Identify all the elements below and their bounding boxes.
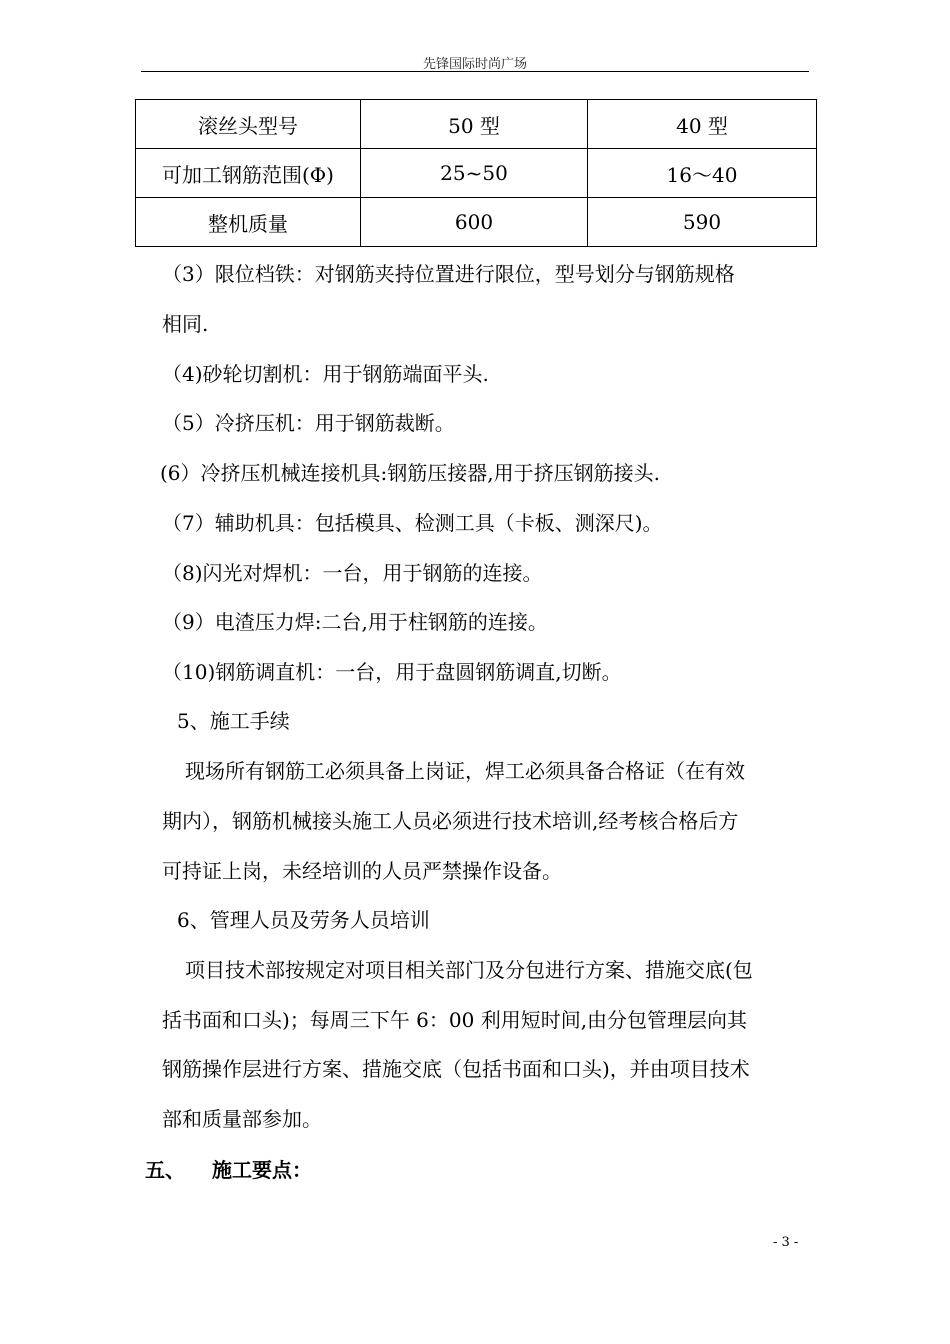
body-line: 期内），钢筋机械接头施工人员必须进行技术培训,经考核合格后方 [162, 809, 739, 833]
section-number: 五、 [145, 1158, 185, 1182]
table-cell: 25~50 [361, 149, 588, 198]
body-line: （10)钢筋调直机：一台，用于盘圆钢筋调直,切断。 [162, 660, 622, 684]
body-line: （5）冷挤压机：用于钢筋裁断。 [162, 411, 455, 435]
body-line: 项目技术部按规定对项目相关部门及分包进行方案、措施交底(包 [185, 958, 753, 982]
table-row [136, 149, 817, 198]
table-cell: 可加工钢筋范围(Φ) [136, 149, 361, 198]
table-row [136, 198, 817, 247]
body-line: （7）辅助机具：包括模具、检测工具（卡板、测深尺)。 [162, 511, 663, 535]
table-cell: 整机质量 [136, 198, 361, 247]
table-cell: 滚丝头型号 [136, 100, 361, 149]
body-line: （3）限位档铁：对钢筋夹持位置进行限位，型号划分与钢筋规格 [162, 262, 735, 286]
body-line: 可持证上岗，未经培训的人员严禁操作设备。 [162, 859, 562, 883]
body-line: 部和质量部参加。 [162, 1107, 322, 1131]
body-line: （9）电渣压力焊:二台,用于柱钢筋的连接。 [162, 610, 548, 634]
table-cell: 50 型 [361, 100, 588, 149]
page-header-title: 先锋国际时尚广场 [422, 57, 527, 72]
table-row [136, 100, 817, 149]
subheading-construction-procedures: 5、施工手续 [177, 709, 290, 733]
body-line: 相同. [162, 312, 209, 336]
body-line: 钢筋操作层进行方案、措施交底（包括书面和口头)，并由项目技术 [162, 1057, 750, 1081]
section-title: 施工要点： [212, 1158, 312, 1182]
body-line: （4)砂轮切割机：用于钢筋端面平头. [162, 362, 489, 386]
table-cell: 40 型 [588, 100, 817, 149]
body-line: 括书面和口头)；每周三下午 6：00 利用短时间,由分包管理层向其 [162, 1008, 748, 1032]
header-divider [141, 71, 809, 72]
table-cell: 600 [361, 198, 588, 247]
table-cell: 590 [588, 198, 817, 247]
body-line: （8)闪光对焊机：一台，用于钢筋的连接。 [162, 561, 543, 585]
spec-table [135, 99, 817, 247]
page-number: - 3 - [773, 1235, 799, 1250]
body-line: (6）冷挤压机械连接机具:钢筋压接器,用于挤压钢筋接头. [160, 461, 660, 485]
body-line: 现场所有钢筋工必须具备上岗证，焊工必须具备合格证（在有效 [185, 759, 745, 783]
subheading-training: 6、管理人员及劳务人员培训 [177, 908, 430, 932]
table-cell: 16～40 [588, 149, 817, 198]
